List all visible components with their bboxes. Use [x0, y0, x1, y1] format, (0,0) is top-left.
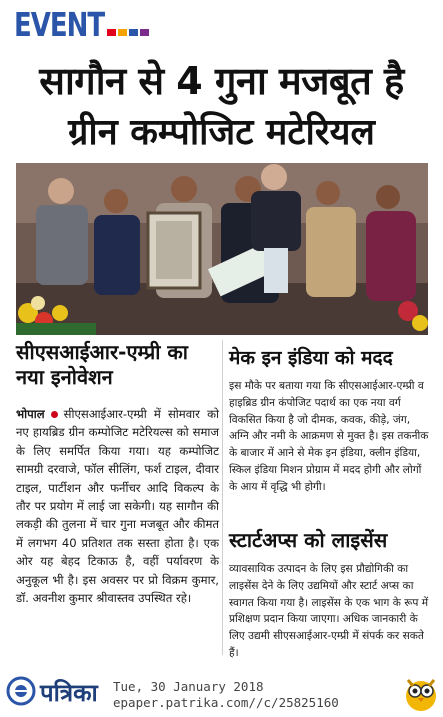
left-article-heading: [16, 340, 216, 390]
left-heading-line-1: सीएसआईआर-एम्प्री का: [16, 340, 188, 364]
footer: [0, 670, 443, 717]
headline-line-2: ग्रीन कम्पोजिट मटेरियल: [68, 112, 375, 153]
section-header: [14, 8, 149, 44]
color-dot: [118, 29, 127, 36]
left-article-body: [16, 405, 219, 607]
right-body-1: इस मौके पर बताया गया कि सीएसआईआर-एम्प्री व हाइब्रिड ग्रीन कंपोजिट पदार्थ का एक नया वर्ग विकसित किया है जो दीमक, कवक, कीड़े, जंग, अग्नि और नमी के आक्रमण से मुक्त है। इस तकनीक के बाजार में आने से मेक इन इंडिया, क्लीन इंडिया, स्किल इंडिया मिशन प्रोग्राम में मदद होगी और लोगों के आय में वृद्धि भी होगी।: [229, 380, 429, 493]
right-heading-2: स्टार्टअप्स को लाइसेंस: [229, 528, 388, 552]
left-body-text: सीएसआईआर-एम्प्री में सोमवार को नए हायब्रिड ग्रीन कम्पोजिट मटेरियल्स को समाज के लिए समर्पित किया गया। यह कम्पोजिट सामग्री दरवाजे, फॉल सीलिंग, फर्श टाइल, दीवार टाइल, पार्टीशन और फर्नीचर आदि विकल्प के तौर पर प्रयोग में लाई जा सकेगी। यह सागौन की लकड़ी की तुलना में चार गुना मजबूत और कीमत में लगभग 40 प्रतिशत तक सस्ता होता है। एक ओर यह बेहद टिकाऊ है, वहीं पर्यावरण के अनुकूल भी है। इस अवसर पर प्रो विक्रम कुमार, डॉ. अवनीश कुमार श्रीवास्तव उपस्थित रहे।: [16, 407, 219, 606]
headline-line-1: सागौन से 4 गुना मजबूत है: [39, 59, 404, 103]
event-photo: [16, 163, 428, 335]
right-article-2: [229, 526, 429, 662]
footer-date: Tue, 30 January 2018: [113, 679, 264, 694]
dateline: भोपाल: [16, 407, 45, 421]
left-heading-line-2: नया इनोवेशन: [16, 365, 113, 389]
color-dot: [107, 29, 116, 36]
section-dots: [107, 29, 149, 36]
section-label: EVENT: [14, 7, 105, 45]
owl-mascot-icon: [404, 674, 438, 712]
color-dot: [129, 29, 138, 36]
bullet-dot-icon: [51, 411, 58, 418]
brand-name: पत्रिका: [40, 679, 98, 707]
right-heading-1: मेक इन इंडिया को मदद: [229, 347, 393, 369]
column-divider: [222, 340, 223, 655]
patrika-logo-icon: [6, 676, 36, 706]
footer-url[interactable]: epaper.patrika.com//c/25825160: [113, 695, 339, 710]
color-dot: [140, 29, 149, 36]
right-body-2: व्यावसायिक उत्पादन के लिए इस प्रौद्योगिकी का लाइसेंस देने के लिए उद्यमियों और स्टार्ट अप्स का स्वागत किया गया है। लाइसेंस के एक भाग के रूप में प्रशिक्षण प्रदान किया जाएगा। अधिक जानकारी के लिए उद्यमी सीएसआईआर-एम्प्री में संपर्क कर सकते हैं।: [229, 563, 429, 659]
right-article-1: [229, 344, 429, 496]
